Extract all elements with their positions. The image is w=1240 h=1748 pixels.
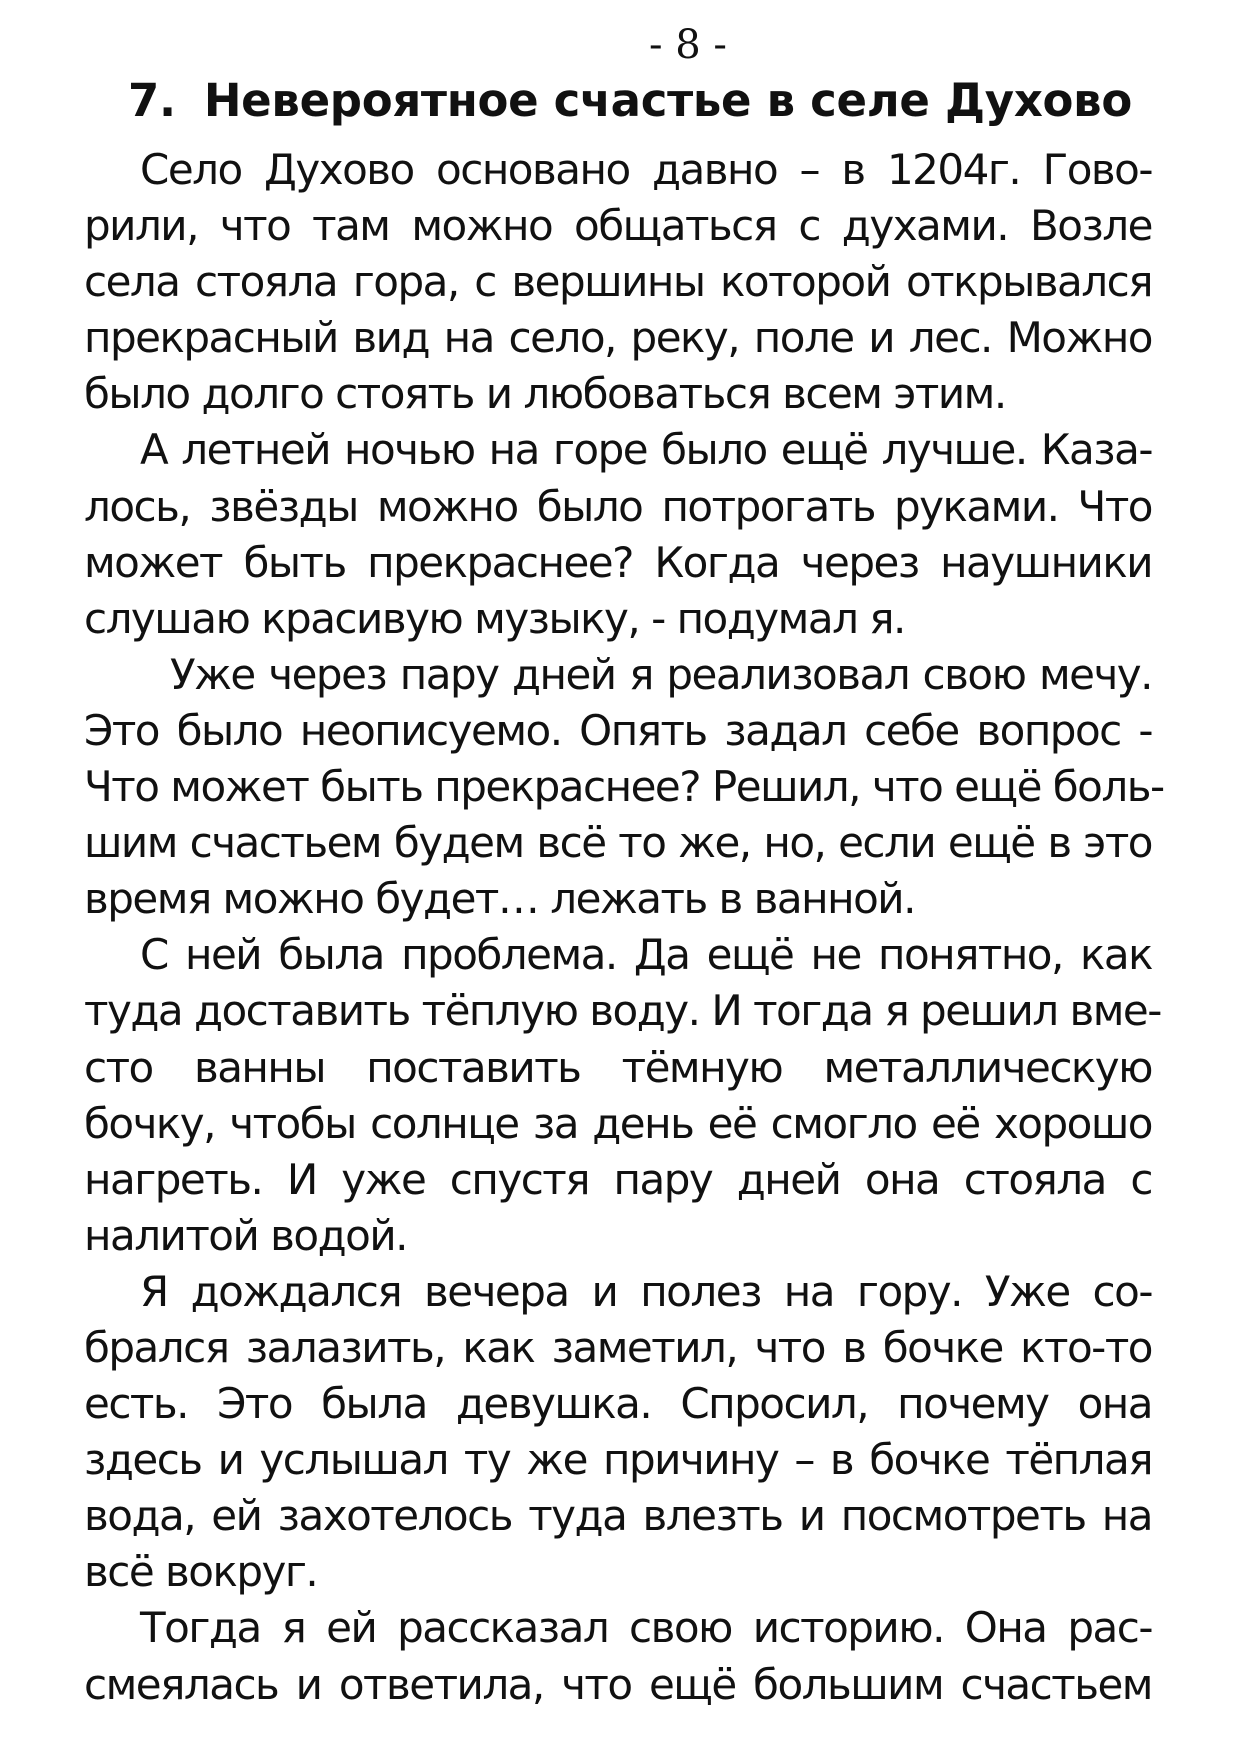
text-line: было долго стоять и любоваться всем этим. xyxy=(84,369,1006,419)
paragraph-6 xyxy=(84,1600,1152,1712)
paragraph-4 xyxy=(84,927,1161,1264)
text-line: туда доставить тёплую воду. И тогда я решил вме- xyxy=(84,986,1161,1036)
text-line: С ней была проблема. Да ещё не понятно, как xyxy=(140,930,1152,980)
text-line: Тогда я ей рассказал свою историю. Она рас- xyxy=(140,1603,1152,1653)
chapter-title xyxy=(128,70,1132,132)
text-line: прекрасный вид на село, реку, поле и лес. Можно xyxy=(84,313,1152,363)
text-line: шим счастьем будем всё то же, но, если ещё в это xyxy=(84,818,1152,868)
text-line: нагреть. И уже спустя пару дней она стояла с xyxy=(84,1154,1152,1204)
body-text xyxy=(84,142,1164,1713)
text-line: Уже через пару дней я реализовал свою мечу. xyxy=(170,649,1152,699)
text-line: брался залазить, как заметил, что в бочке кто-то xyxy=(84,1322,1152,1372)
text-line: может быть прекраснее? Когда через наушники xyxy=(84,537,1152,587)
text-line: налитой водой. xyxy=(84,1210,407,1260)
chapter-title-text: Невероятное счастье в селе Духово xyxy=(203,74,1132,127)
text-line: Село Духово основано давно – в 1204г. Гово- xyxy=(140,145,1152,194)
text-line: бочку, чтобы солнце за день её смогло её хорошо xyxy=(84,1098,1152,1148)
text-line: слушаю красивую музыку, - подумал я. xyxy=(84,593,905,643)
paragraph-2 xyxy=(84,422,1152,646)
text-line: лось, звёзды можно было потрогать руками. Что xyxy=(84,481,1152,531)
text-line: А летней ночью на горе было ещё лучше. Каза- xyxy=(140,425,1152,475)
paragraph-5 xyxy=(84,1264,1152,1601)
text-line: Это было неописуемо. Опять задал себе вопрос - xyxy=(84,705,1152,755)
page-number: - 8 - xyxy=(649,22,727,68)
text-line: смеялась и ответила, что ещё большим счастьем xyxy=(84,1659,1152,1709)
paragraph-1 xyxy=(84,142,1152,422)
text-line: всё вокруг. xyxy=(84,1547,318,1597)
chapter-number: 7. xyxy=(128,74,176,127)
text-line: Я дождался вечера и полез на гору. Уже со- xyxy=(140,1266,1152,1316)
paragraph-3 xyxy=(84,647,1164,927)
text-line: рили, что там можно общаться с духами. Возле xyxy=(84,201,1152,251)
text-line: села стояла гора, с вершины которой открывался xyxy=(84,257,1152,307)
text-line: здесь и услышал ту же причину – в бочке тёплая xyxy=(84,1435,1152,1485)
text-line: время можно будет… лежать в ванной. xyxy=(84,874,915,924)
text-line: сто ванны поставить тёмную металлическую xyxy=(84,1042,1152,1092)
text-line: Что может быть прекраснее? Решил, что ещё боль- xyxy=(84,762,1164,812)
text-line: вода, ей захотелось туда влезть и посмотреть на xyxy=(84,1491,1152,1541)
text-line: есть. Это была девушка. Спросил, почему она xyxy=(84,1379,1152,1429)
